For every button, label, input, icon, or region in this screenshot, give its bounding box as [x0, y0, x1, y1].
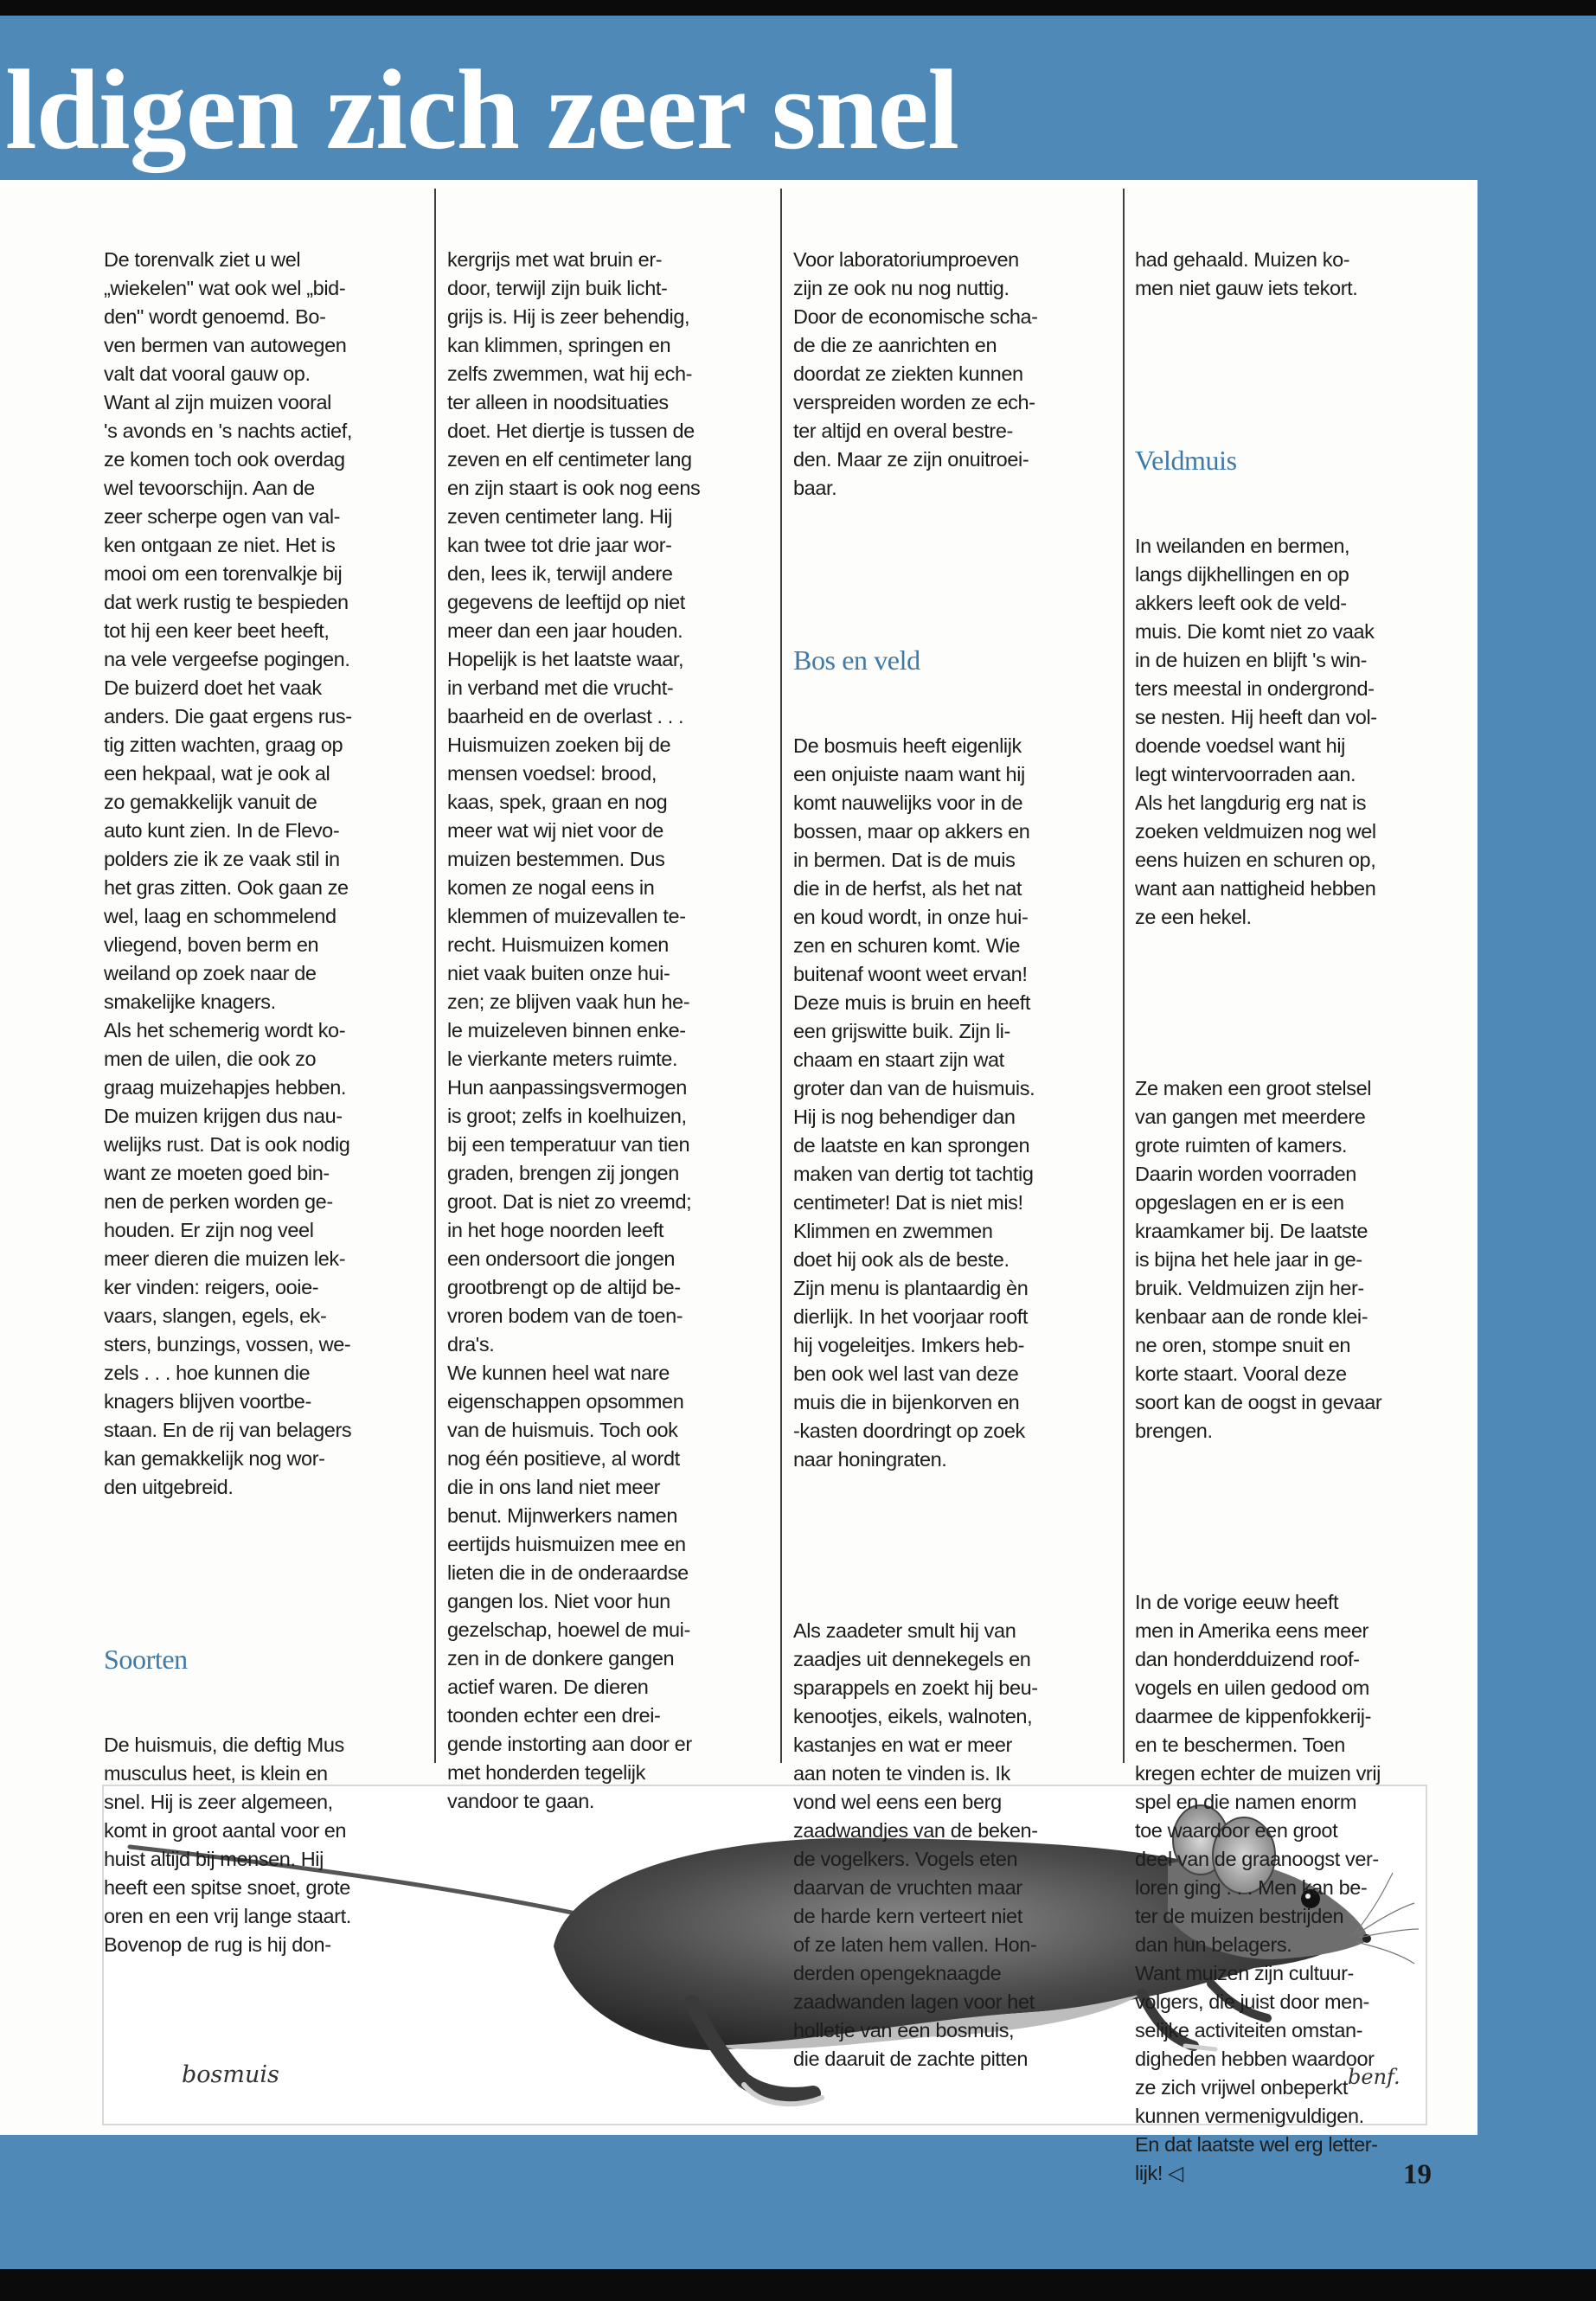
- paragraph-gap: [1135, 989, 1459, 1017]
- article-column-1: [104, 189, 424, 2016]
- section-heading: Bos en veld: [793, 644, 920, 676]
- scan-border-bottom: [0, 2269, 1596, 2301]
- column-divider: [780, 189, 782, 1763]
- page-number: 19: [1403, 2159, 1432, 2190]
- column-divider: [1123, 189, 1125, 1763]
- paragraph-gap: [793, 1531, 1113, 1560]
- paragraph: In weilanden en bermen, langs dijkhellingen en op akkers leeft ook de veld- muis. Die komt niet zo vaak in de huizen en blijft 's win- ters meestal in ondergrond- se nesten. Hij heeft dan vol- doende voedsel want hij legt wintervoorraden aan. Als het langdurig erg nat is zoeken veldmuizen nog wel eens huizen en schuren op, want aan nattigheid hebben ze een hekel.: [1135, 535, 1377, 928]
- scan-border-top: [0, 0, 1596, 16]
- artist-signature: benf.: [1348, 2065, 1401, 2089]
- article-column-4: [1135, 189, 1459, 2245]
- paragraph: Als zaadeter smult hij van zaadjes uit dennekegels en sparappels en zoekt hij beu- kenootjes, eikels, walnoten, kastanjes en wat er meer aan noten te vinden is. Ik vond wel eens een berg zaadwandjes van de beken- de vogelkers. Vogels eten daarvan de vruchten maar de harde kern verteert niet of ze laten hem vallen. Hon- derden opengeknaagde zaadwanden lagen voor het holletje van een bosmuis, die daaruit de zachte pitten: [793, 1619, 1038, 2070]
- paragraph-gap: [1135, 360, 1459, 388]
- paragraph: De huismuis, die deftig Mus musculus heet, is klein en snel. Hij is zeer algemeen, komt in groot aantal voor en huist altijd bij mensen. Hij heeft een spitse snoet, grote oren en een vrij lange staart. Bovenop de rug is hij don-: [104, 1734, 351, 1956]
- paragraph: had gehaald. Muizen ko- men niet gauw iets tekort.: [1135, 248, 1358, 299]
- article-headline: ldigen zich zeer snel: [5, 46, 959, 173]
- paragraph: kergrijs met wat bruin er- door, terwijl zijn buik licht- grijs is. Hij is zeer behendig, kan klimmen, springen en zelfs zwemmen, wat hij ech- ter alleen in noodsituaties doet. Het diertje is tussen de zeven en elf centimeter lang en zijn staart is ook nog eens zeven centimeter lang. Hij kan twee tot drie jaar wor- den, lees ik, terwijl andere gegevens de leeftijd op niet meer dan een jaar houden. Hopelijk is het laatste waar, in verband met die vrucht- baarheid en de overlast . . . Huismuizen zoeken bij de mensen voedsel: brood, kaas, spek, graan en nog meer wat wij niet voor de muizen bestemmen. Dus komen ze nogal eens in klemmen of muizevallen te- recht. Huismuizen komen niet vaak buiten onze hui- zen; ze blijven vaak hun he- le muizeleven binnen enke- le vierkante meters ruimte. Hun aanpassingsvermogen is groot; zelfs in koelhuizen, bij een temperatuur van tien graden, brengen zij jongen groot. Dat is niet zo vreemd; in het hoge noorden leeft een ondersoort die jongen grootbrengt op de altijd be- vroren bodem van de toen- dra's. We kunnen heel wat nare eigenschappen opsommen van de huismuis. Toch ook nog één positieve, al wordt die in ons land niet meer benut. Mijnwerkers namen eertijds huismuizen mee en lieten die in de onderaardse gangen los. Niet voor hun gezelschap, hoewel de mui- zen in de donkere gangen actief waren. De dieren toonden echter een drei- gende instorting aan door er met honderden tegelijk vandoor te gaan.: [447, 248, 701, 1812]
- paragraph: Ze maken een groot stelsel van gangen met meerdere grote ruimten of kamers. Daarin worden voorraden opgeslagen en er is een kraamkamer bij. De laatste is bijna het hele jaar in ge- bruik. Veldmuizen zijn her- kenbaar aan de ronde klei- ne oren, stompe snuit en korte staart. Vooral deze soort kan de oogst in gevaar brengen.: [1135, 1077, 1382, 1442]
- illustration-caption: bosmuis: [182, 2061, 279, 2088]
- section-heading: Soorten: [104, 1644, 188, 1675]
- paragraph-gap: [1135, 1503, 1459, 1531]
- paragraph: In de vorige eeuw heeft men in Amerika eens meer dan honderdduizend roof- vogels en uilen gedood om daarmee de kippenfokkerij- en te beschermen. Toen kregen echter de muizen vrij spel en die namen enorm toe waardoor een groot deel van de graanoogst ver- loren ging . . . Men kan be- ter de muizen bestrijden dan hun belagers. Want muizen zijn cultuur- volgers, die juist door men- selijke activiteiten omstan- digheden hebben waardoor ze zich vrijwel onbeperkt kunnen vermenigvuldigen. En dat laatste wel erg letter- lijk! ◁: [1135, 1591, 1381, 2184]
- article-column-2: [447, 189, 767, 1873]
- paragraph-gap: [104, 1559, 424, 1587]
- paragraph: Voor laboratoriumproeven zijn ze ook nu nog nuttig. Door de economische scha- de die ze aanrichten en doordat ze ziekten kunnen verspreiden worden ze ech- ter altijd en overal bestre- den. Maar ze zijn onuitroei- baar.: [793, 248, 1038, 499]
- column-divider: [434, 189, 436, 1763]
- paragraph: De bosmuis heeft eigenlijk een onjuiste naam want hij komt nauwelijks voor in de bossen, maar op akkers en in bermen. Dat is de muis die in de herfst, als het nat en koud wordt, in onze hui- zen en schuren komt. Wie buitenaf woont weet ervan! Deze muis is bruin en heeft een grijswitte buik. Zijn li- chaam en staart zijn wat groter dan van de huismuis. Hij is nog behendiger dan de laatste en kan sprongen maken van dertig tot tachtig centimeter! Dat is niet mis! Klimmen en zwemmen doet hij ook als de beste. Zijn menu is plantaardig èn dierlijk. In het voorjaar rooft hij vogeleitjes. Imkers heb- ben ook wel last van deze muis die in bijenkorven en -kasten doordringt op zoek naar honingraten.: [793, 734, 1035, 1471]
- article-column-3: [793, 189, 1113, 2131]
- section-heading: Veldmuis: [1135, 445, 1237, 476]
- paragraph: De torenvalk ziet u wel „wiekelen" wat ook wel „bid- den" wordt genoemd. Bo- ven bermen van autowegen valt dat vooral gauw op. Want al zijn muizen vooral 's avonds en 's nachts actief, ze komen toch ook overdag wel tevoorschijn. Aan de zeer scherpe ogen van val- ken ontgaan ze niet. Het is mooi om een torenvalkje bij dat werk rustig te bespieden tot hij een keer beet heeft, na vele vergeefse pogingen. De buizerd doet het vaak anders. Die gaat ergens rus- tig zitten wachten, graag op een hekpaal, wat je ook al zo gemakkelijk vanuit de auto kunt zien. In de Flevo- polders zie ik ze vaak stil in het gras zitten. Ook gaan ze wel, laag en schommelend vliegend, boven berm en weiland op zoek naar de smakelijke knagers. Als het schemerig wordt ko- men de uilen, die ook zo graag muizehapjes hebben. De muizen krijgen dus nau- welijks rust. Dat is ook nodig want ze moeten goed bin- nen de perken worden ge- houden. Er zijn nog veel meer dieren die muizen lek- ker vinden: reigers, ooie- vaars, slangen, egels, ek- sters, bunzings, vossen, we- zels . . . hoe kunnen die knagers blijven voortbe- staan. En de rij van belagers kan gemakkelijk nog wor- den uitgebreid.: [104, 248, 352, 1498]
- paragraph-gap: [793, 560, 1113, 588]
